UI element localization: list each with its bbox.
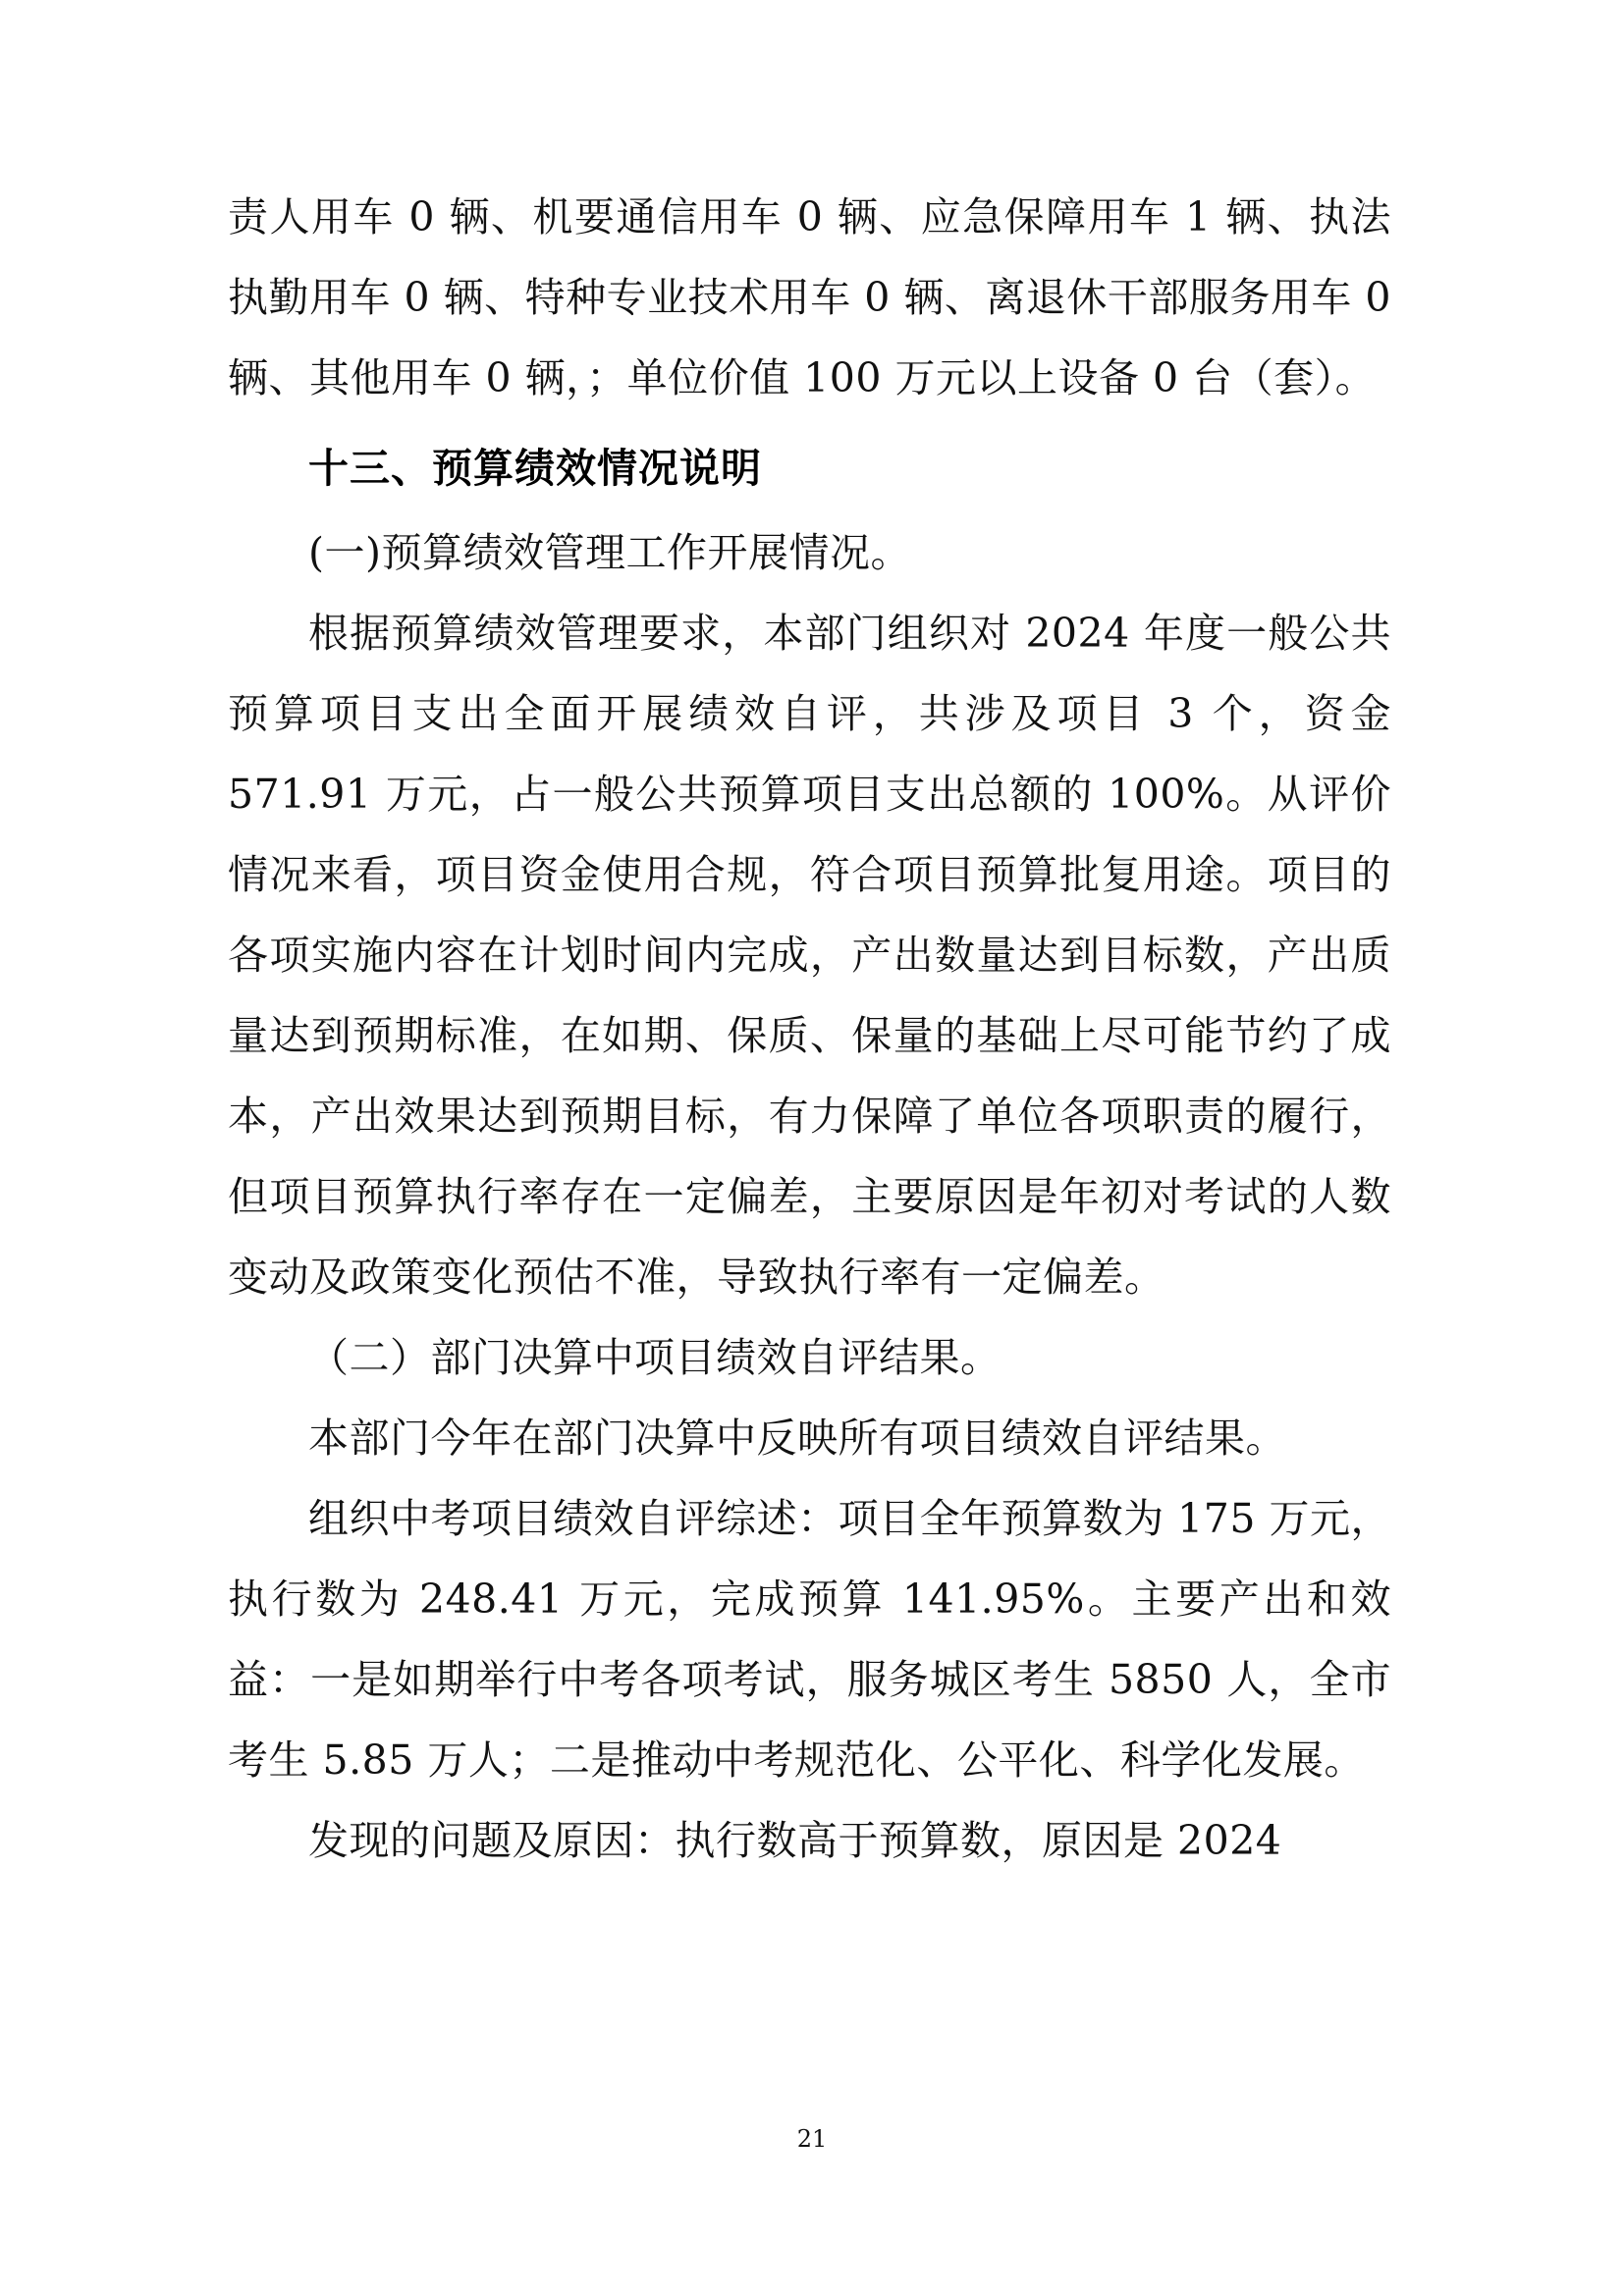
paragraph-exam-project-summary: 组织中考项目绩效自评综述：项目全年预算数为 175 万元，执行数为 248.41 万元，完成预算 141.95%。主要产出和效益：一是如期举行中考各项考试，服务城区考生 5850 人，全市考生 5.85 万人；二是推动中考规范化、公平化、科学化发展。 — [228, 1495, 1391, 1784]
paragraph-subsection-one-title: (一)预算绩效管理工作开展情况。 — [308, 529, 911, 576]
page-content — [228, 177, 1391, 1881]
paragraph-performance-management: 根据预算绩效管理要求，本部门组织对 2024 年度一般公共预算项目支出全面开展绩效自评，共涉及项目 3 个，资金 571.91 万元，占一般公共预算项目支出总额的 100%。从评价情况来看，项目资金使用合规，符合项目预算批复用途。项目的各项实施内容在计划时间内完成，产出数量达到目标数，产出质量达到预期标准，在如期、保质、保量的基础上尽可能节约了成本，产出效果达到预期目标，有力保障了单位各项职责的履行，但项目预算执行率存在一定偏差，主要原因是年初对考试的人数变动及政策变化预估不准，导致执行率有一定偏差。 — [228, 610, 1391, 1301]
paragraph-problems-and-causes: 发现的问题及原因：执行数高于预算数，原因是 2024 — [308, 1817, 1282, 1864]
paragraph-self-evaluation-results: 本部门今年在部门决算中反映所有项目绩效自评结果。 — [308, 1415, 1286, 1462]
paragraph-vehicles: 责人用车 0 辆、机要通信用车 0 辆、应急保障用车 1 辆、执法执勤用车 0 辆、特种专业技术用车 0 辆、离退休干部服务用车 0 辆、其他用车 0 辆，；单位价值 100 万元以上设备 0 台（套）。 — [228, 193, 1391, 401]
section-heading-budget-performance: 十三、预算绩效情况说明 — [308, 445, 762, 492]
paragraph-subsection-two-title: （二）部门决算中项目绩效自评结果。 — [308, 1334, 1001, 1381]
page-number: 21 — [796, 2125, 828, 2153]
